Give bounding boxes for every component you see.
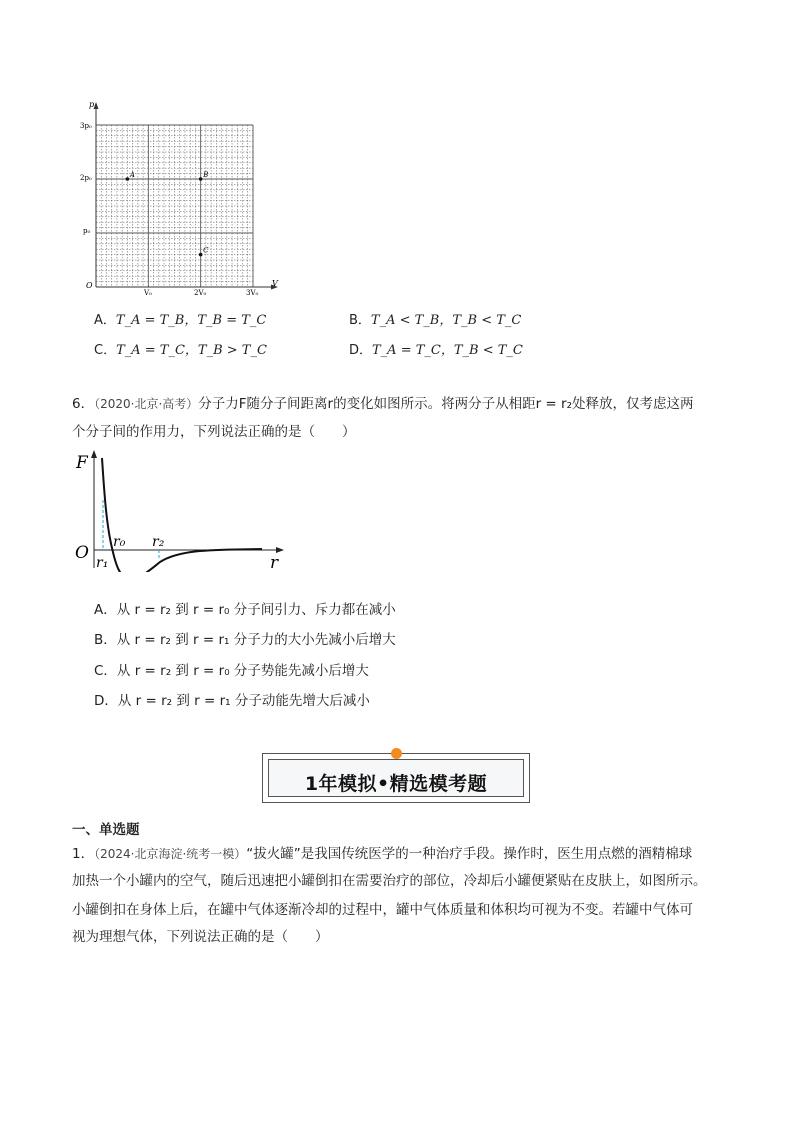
banner-dot-icon <box>391 748 402 759</box>
q1-stem-line4: 视为理想气体，下列说法正确的是（ ） <box>72 929 329 945</box>
q1-stem-line3: 小罐倒扣在身体上后，在罐中气体逐渐冷却的过程中，罐中气体质量和体积均可视为不变。若罐中气体可 <box>72 902 693 918</box>
pv-y-tick-2p0: 2p₀ <box>80 174 92 182</box>
q6-number: 6． <box>72 396 95 412</box>
pv-y-tick-3p0: 3p₀ <box>80 122 92 130</box>
pv-graph <box>80 98 290 298</box>
pv-x-tick-2v0: 2V₀ <box>194 289 207 297</box>
pv-x-tick-v0: V₀ <box>144 289 152 297</box>
q6-stem-line2: 个分子间的作用力，下列说法正确的是（ ） <box>72 424 356 440</box>
pv-grid <box>96 125 253 287</box>
pv-origin-label: O <box>86 281 93 290</box>
q5-option-b[interactable]: B．T_A < T_B，T_B < T_C <box>349 313 522 328</box>
q6-source: （2020·北京·高考） <box>94 397 199 411</box>
q1-stem-line2: 加热一个小罐内的空气，随后迅速把小罐倒扣在需要治疗的部位，冷却后小罐便紧贴在皮肤上，如图所示。 <box>72 873 707 889</box>
q6-line1: 分子力F随分子间距离r的变化如图所示。将两分子从相距r = r₂处释放，仅考虑这两 <box>198 396 694 412</box>
q5-option-a[interactable]: A．T_A = T_B，T_B = T_C <box>94 313 267 328</box>
q1-stem-line1 <box>72 841 692 867</box>
r1-label: r₁ <box>96 555 109 571</box>
pv-x-axis-label: V <box>272 279 278 288</box>
q5-option-d[interactable]: D．T_A = T_C，T_B < T_C <box>349 343 523 358</box>
pv-axes <box>94 102 279 290</box>
pv-point-c <box>199 253 203 257</box>
q6-option-a[interactable]: A．从 r = r₂ 到 r = r₀ 分子间引力、斥力都在减小 <box>94 602 396 618</box>
origin-label: O <box>75 543 89 563</box>
pv-point-b <box>199 177 203 181</box>
pv-point-label-b: B <box>203 171 209 179</box>
pv-y-tick-p0: p₀ <box>83 227 91 235</box>
q6-stem-line1 <box>72 391 694 417</box>
pv-point-a <box>126 177 130 181</box>
section-heading: 一、单选题 <box>72 822 140 838</box>
banner-title: 1年模拟•精选模考题 <box>304 773 488 795</box>
r0-label: r₀ <box>113 534 126 550</box>
pv-point-label-a: A <box>129 171 135 179</box>
force-distance-graph <box>72 448 292 572</box>
q1-number: 1． <box>72 846 95 862</box>
q6-option-c[interactable]: C．从 r = r₂ 到 r = r₀ 分子势能先减小后增大 <box>94 663 369 679</box>
pv-point-label-c: C <box>203 246 209 255</box>
r2-label: r₂ <box>152 534 165 550</box>
q1-line1: “拔火罐”是我国传统医学的一种治疗手段。操作时，医生用点燃的酒精棉球 <box>246 846 693 862</box>
pv-x-tick-3v0: 3V₀ <box>246 289 259 297</box>
force-label: F <box>76 453 88 473</box>
q1-source: （2024·北京海淀·统考一模） <box>94 847 247 861</box>
force-curve <box>102 458 262 572</box>
q6-option-d[interactable]: D．从 r = r₂ 到 r = r₁ 分子动能先增大后减小 <box>94 693 370 709</box>
q5-option-c[interactable]: C．T_A = T_C，T_B > T_C <box>94 343 267 358</box>
pv-y-axis-label: p <box>89 100 95 109</box>
distance-label: r <box>270 553 279 572</box>
q6-option-b[interactable]: B．从 r = r₂ 到 r = r₁ 分子力的大小先减小后增大 <box>94 632 396 648</box>
section-banner <box>262 753 530 803</box>
